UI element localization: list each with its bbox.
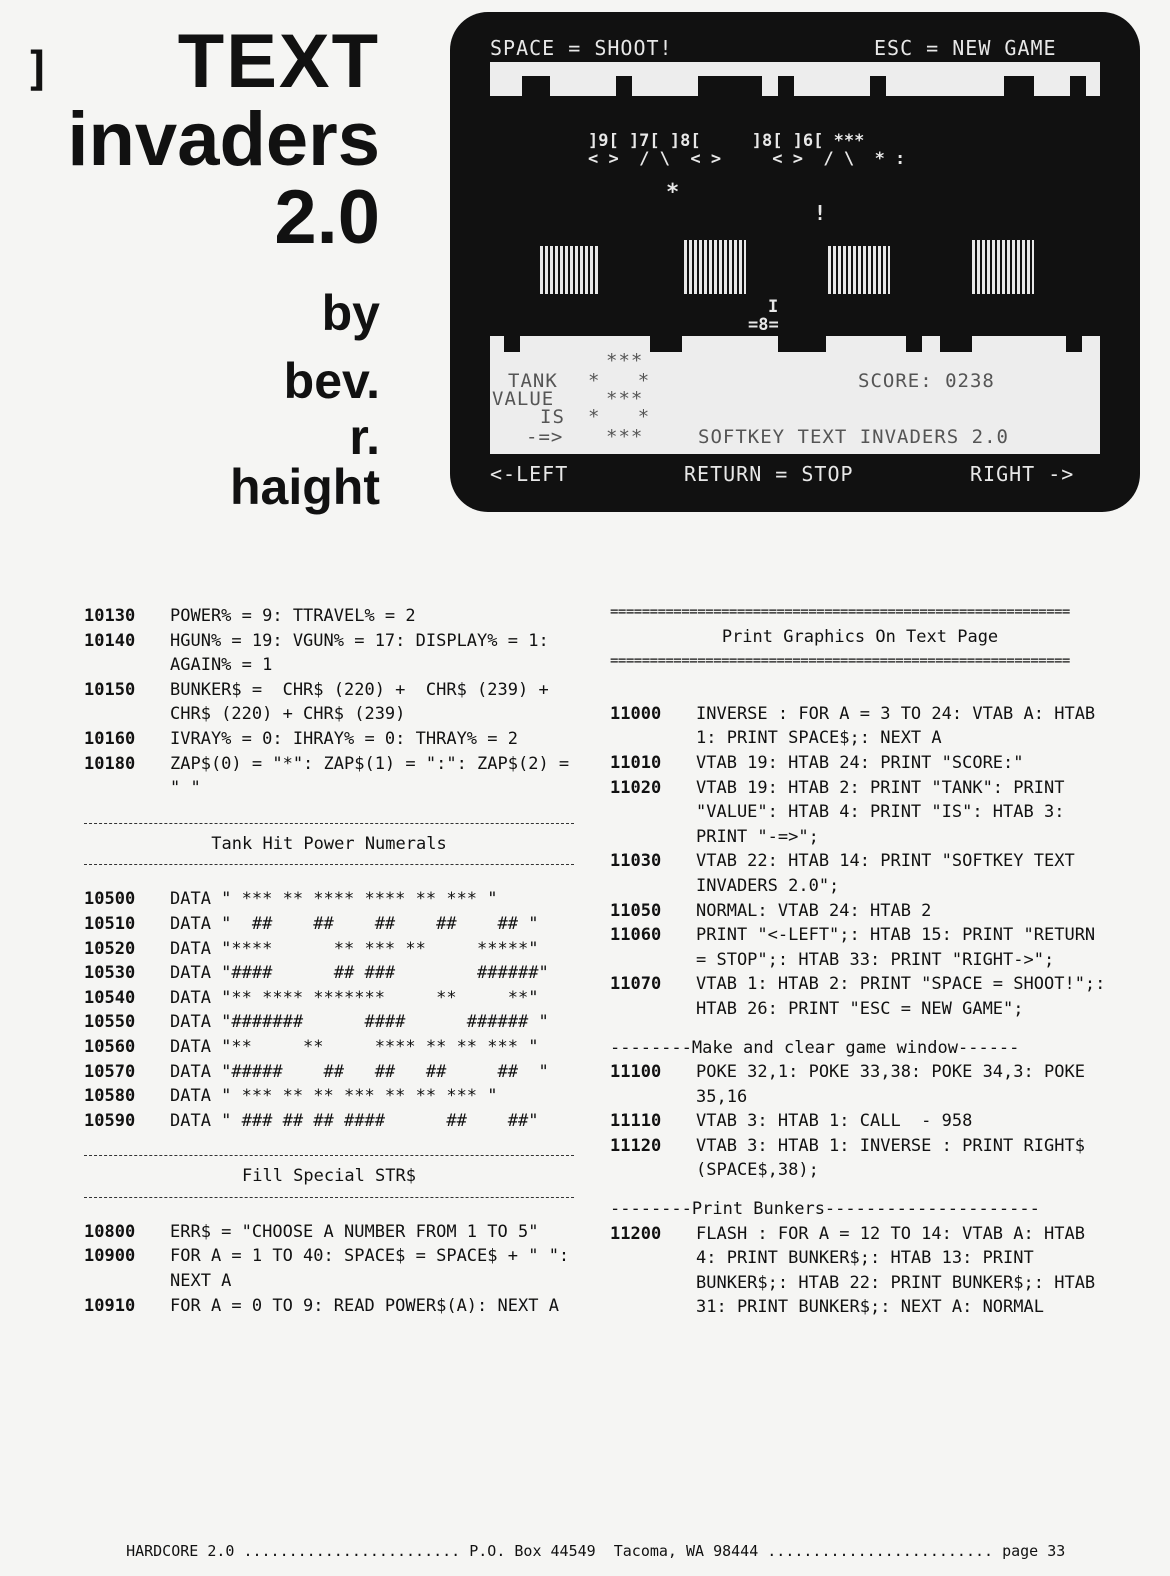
- line-number: 10180: [84, 753, 136, 774]
- line-number: 11200: [610, 1223, 662, 1244]
- author-initial: r.: [349, 409, 380, 465]
- line-number: 10530: [84, 963, 136, 984]
- line-number: 10510: [84, 913, 136, 934]
- code-statement: FLASH : FOR A = 12 TO 14: VTAB A: HTAB 4: PRINT BUNKER$;: HTAB 13: PRINT BUNKER$;: HTAB 22: PRINT BUNKER$;: HTAB 31: PRINT BUNKER$;: NEXT A: NORMAL: [696, 1223, 1106, 1318]
- bunker-top-1: [522, 76, 550, 96]
- line-number: 11010: [610, 752, 662, 773]
- code-line: [84, 727, 574, 752]
- is-label: IS: [540, 406, 565, 428]
- code-line: [84, 752, 580, 801]
- title-bracket: ]: [24, 42, 52, 96]
- bunker-foot-3: [778, 336, 826, 352]
- code-line: [610, 972, 1116, 1021]
- line-number: 11060: [610, 925, 662, 946]
- right-code-block-1: [610, 702, 1116, 1022]
- rule: [84, 1197, 574, 1198]
- left-code-block-1: [84, 604, 580, 801]
- gun-barrel: I: [768, 297, 779, 317]
- screen-right-hint: RIGHT ->: [970, 462, 1075, 486]
- line-number: 10540: [84, 987, 136, 1008]
- code-line: [84, 1109, 574, 1134]
- bunker-3: [828, 246, 890, 294]
- code-statement: FOR A = 1 TO 40: SPACE$ = SPACE$ + " ": NEXT A: [170, 1246, 580, 1292]
- section-title-graphics: Print Graphics On Text Page: [721, 626, 999, 647]
- code-statement: BUNKER$ = CHR$ (220) + CHR$ (239) + CHR$ (220) + CHR$ (239): [170, 679, 559, 725]
- code-statement: DATA "** ** **** ** ** *** ": [170, 1036, 539, 1057]
- line-number: 11000: [610, 703, 662, 724]
- alien-row-bottom: < > / \ < > < > / \ * :: [588, 149, 906, 169]
- code-line: [84, 912, 574, 937]
- code-line: [610, 1134, 1110, 1183]
- code-line: [84, 604, 574, 629]
- right-code-column: [610, 600, 1116, 1320]
- section-title-numerals: Tank Hit Power Numerals: [211, 833, 447, 854]
- code-statement: DATA " *** ** ** *** ** ** *** ": [170, 1086, 498, 1107]
- double-rule: ==========================================================: [610, 604, 1070, 620]
- code-line: [84, 961, 574, 986]
- code-line: [610, 1222, 1110, 1320]
- bunker-top-7: [1070, 76, 1086, 96]
- code-statement: DATA "**** ** *** ** *****": [170, 938, 539, 959]
- line-number: 11030: [610, 851, 662, 872]
- line-number: 10590: [84, 1110, 136, 1131]
- line-number: 11100: [610, 1062, 662, 1083]
- line-number: 10800: [84, 1221, 136, 1242]
- line-number: 10160: [84, 728, 136, 749]
- bunker-foot-1: [504, 336, 520, 352]
- code-statement: ZAP$(0) = "*": ZAP$(1) = ":": ZAP$(2) = " ": [170, 753, 580, 799]
- bunker-top-6: [1004, 76, 1034, 96]
- code-statement: PRINT "<-LEFT";: HTAB 15: PRINT "RETURN = STOP";: HTAB 33: PRINT "RIGHT->";: [696, 925, 1106, 970]
- code-line: [84, 986, 574, 1011]
- section-title-bunkers: --------Print Bunkers---------------------: [610, 1199, 1040, 1220]
- double-rule: ==========================================================: [610, 653, 1070, 670]
- right-code-block-3: [610, 1222, 1110, 1320]
- rule: [84, 823, 574, 824]
- bunker-foot-4: [906, 336, 922, 352]
- code-statement: VTAB 3: HTAB 1: CALL - 958: [696, 1111, 973, 1132]
- title-line-text: TEXT: [177, 19, 380, 104]
- alien-shot: *: [666, 180, 680, 205]
- section-title-game-window: --------Make and clear game window------: [610, 1037, 1020, 1058]
- code-statement: DATA "##### ## ## ## ## ": [170, 1061, 549, 1082]
- title-line-version: 2.0: [274, 175, 380, 260]
- footer-page-number: page 33: [1002, 1542, 1066, 1560]
- bunker-4: [972, 240, 1034, 294]
- title-line-invaders: invaders: [67, 97, 380, 182]
- line-number: 11050: [610, 900, 662, 921]
- left-code-column: [84, 604, 580, 1318]
- code-line: [610, 849, 1110, 898]
- code-statement: DATA " ### ## ## #### ## ##": [170, 1110, 539, 1131]
- tank-label: TANK: [508, 370, 558, 392]
- bunker-2: [684, 240, 746, 294]
- code-line: [610, 702, 1110, 751]
- numeral-row-1: ***: [606, 350, 644, 372]
- softkey-brand: SOFTKEY TEXT INVADERS 2.0: [698, 426, 1009, 448]
- rule: [84, 864, 574, 865]
- line-number: 11020: [610, 777, 662, 798]
- code-line: [610, 1109, 1110, 1134]
- code-line: [84, 1035, 574, 1060]
- bunker-foot-2: [650, 336, 682, 352]
- numeral-row-3: ***: [606, 388, 644, 410]
- code-line: [610, 899, 1110, 924]
- code-statement: POWER% = 9: TTRAVEL% = 2: [170, 606, 416, 626]
- code-statement: POKE 32,1: POKE 33,38: POKE 34,3: POKE 35,16: [696, 1062, 1096, 1107]
- line-number: 10150: [84, 679, 136, 700]
- line-number: 10570: [84, 1061, 136, 1082]
- screen-escape-hint: ESC = NEW GAME: [874, 36, 1057, 60]
- code-line: [610, 1060, 1110, 1109]
- line-number: 10140: [84, 630, 136, 651]
- code-line: [610, 776, 1110, 850]
- code-line: [84, 1010, 574, 1035]
- code-line: [84, 678, 574, 727]
- line-number: 10560: [84, 1036, 136, 1057]
- footer-address: P.O. Box 44549 Tacoma, WA 98444: [469, 1542, 759, 1560]
- bunker-foot-6: [1066, 336, 1082, 352]
- code-statement: IVRAY% = 0: IHRAY% = 0: THRAY% = 2: [170, 728, 518, 749]
- code-line: [84, 1294, 574, 1319]
- article-title: [20, 19, 390, 515]
- code-statement: DATA " *** ** **** **** ** *** ": [170, 889, 498, 910]
- numeral-row-5: ***: [606, 426, 644, 448]
- code-statement: VTAB 3: HTAB 1: INVERSE : PRINT RIGHT$ (SPACE$,38);: [696, 1135, 1096, 1181]
- bunker-top-5: [870, 76, 886, 96]
- code-statement: VTAB 22: HTAB 14: PRINT "SOFTKEY TEXT INVADERS 2.0";: [696, 851, 1085, 896]
- code-statement: ERR$ = "CHOOSE A NUMBER FROM 1 TO 5": [170, 1221, 539, 1242]
- line-number: 11120: [610, 1135, 662, 1156]
- line-number: 10130: [84, 606, 136, 626]
- line-number: 11070: [610, 974, 662, 995]
- code-line: [610, 923, 1110, 972]
- right-code-block-2: [610, 1060, 1110, 1183]
- code-statement: VTAB 19: HTAB 2: PRINT "TANK": PRINT "VALUE": HTAB 4: PRINT "IS": HTAB 3: PRINT "-=>";: [696, 777, 1075, 847]
- code-line: [84, 629, 574, 678]
- screen-left-hint: <-LEFT: [490, 462, 569, 486]
- alien-missile: !: [814, 201, 827, 225]
- code-statement: DATA "####### #### ###### ": [170, 1012, 549, 1033]
- section-title-fill-str: Fill Special STR$: [242, 1166, 416, 1187]
- player-gun: =8=: [748, 315, 779, 335]
- left-code-block-2: [84, 887, 574, 1133]
- author-last: haight: [230, 459, 380, 515]
- line-number: 11110: [610, 1111, 662, 1132]
- line-number: 10580: [84, 1086, 136, 1107]
- code-line: [84, 1084, 574, 1109]
- code-statement: HGUN% = 19: VGUN% = 17: DISPLAY% = 1: AGAIN% = 1: [170, 630, 559, 676]
- score-display: SCORE: 0238: [858, 370, 995, 392]
- rule: [84, 1155, 574, 1156]
- byline-by: by: [321, 285, 380, 341]
- code-line: [610, 751, 1110, 776]
- numeral-row-2: * *: [588, 370, 651, 392]
- code-line: [84, 937, 574, 962]
- line-number: 10550: [84, 1012, 136, 1033]
- code-statement: VTAB 19: HTAB 24: PRINT "SCORE:": [696, 752, 1024, 773]
- line-number: 10900: [84, 1246, 136, 1267]
- code-statement: FOR A = 0 TO 9: READ POWER$(A): NEXT A: [170, 1295, 559, 1316]
- footer-magazine: HARDCORE 2.0: [126, 1542, 235, 1560]
- arrow-label: -=>: [526, 426, 564, 448]
- bunker-top-4: [778, 76, 794, 96]
- numeral-row-4: * *: [588, 406, 651, 428]
- screen-stop-hint: RETURN = STOP: [684, 462, 854, 486]
- code-line: [84, 1060, 574, 1085]
- bunker-top-3: [698, 76, 762, 96]
- line-number: 10500: [84, 889, 136, 910]
- line-number: 10910: [84, 1295, 136, 1316]
- code-statement: DATA "#### ## ### ######": [170, 963, 549, 984]
- code-statement: NORMAL: VTAB 24: HTAB 2: [696, 900, 932, 921]
- code-statement: DATA " ## ## ## ## ## ": [170, 913, 539, 934]
- code-line: [84, 1244, 580, 1293]
- author-first: bev.: [283, 353, 380, 409]
- screen-shoot-hint: SPACE = SHOOT!: [490, 36, 673, 60]
- code-statement: DATA "** **** ******* ** **": [170, 987, 539, 1008]
- page-footer: HARDCORE 2.0 ........................ P.O. Box 44549 Tacoma, WA 98444 ......................... page 33: [126, 1542, 1066, 1560]
- value-label: VALUE: [492, 388, 555, 410]
- bunker-1: [540, 246, 600, 294]
- left-code-block-3: [84, 1220, 580, 1318]
- code-statement: INVERSE : FOR A = 3 TO 24: VTAB A: HTAB 1: PRINT SPACE$;: NEXT A: [696, 703, 1106, 749]
- line-number: 10520: [84, 938, 136, 959]
- code-statement: VTAB 1: HTAB 2: PRINT "SPACE = SHOOT!";: HTAB 26: PRINT "ESC = NEW GAME";: [696, 974, 1116, 1019]
- bunker-foot-5: [940, 336, 972, 352]
- alien-row-top: ]9[ ]7[ ]8[ ]8[ ]6[ ***: [588, 131, 865, 151]
- code-line: [84, 887, 574, 912]
- bunker-top-2: [616, 76, 632, 96]
- code-line: [84, 1220, 574, 1245]
